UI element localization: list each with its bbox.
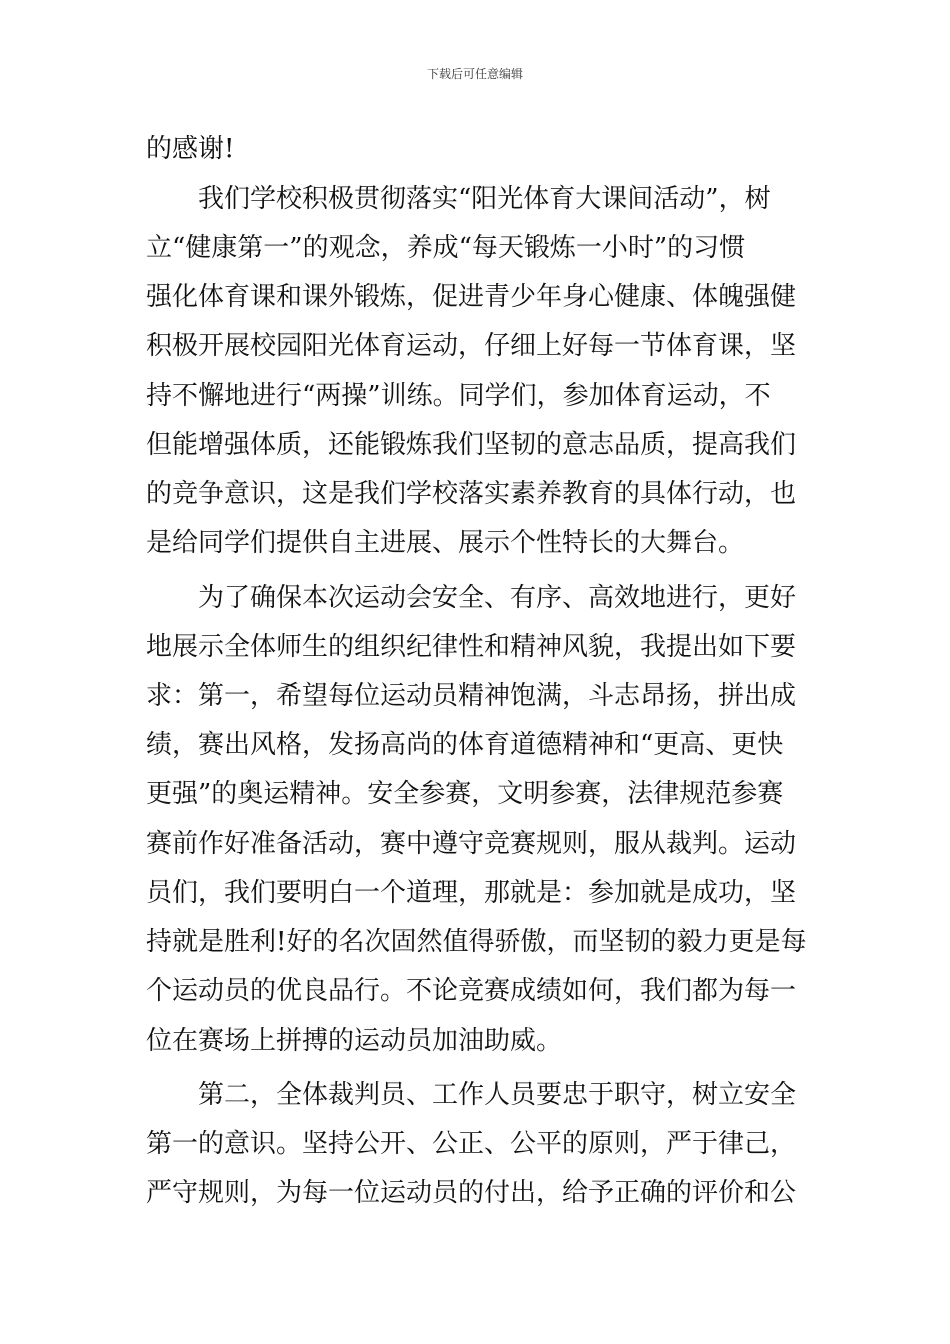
text-line: 立“健康第一”的观念，养成“每天锻炼一小时”的习惯	[146, 233, 746, 263]
text-line: 但能增强体质，还能锻炼我们坚韧的意志品质，提高我们	[146, 430, 797, 460]
text-line: 员们，我们要明白一个道理，那就是：参加就是成功，坚	[146, 878, 797, 908]
text-line: 的感谢!	[146, 134, 235, 164]
text-line: 第一的意识。坚持公开、公正、公平的原则，严于律己，	[146, 1129, 797, 1159]
paragraph-first-line: 为了确保本次运动会安全、有序、高效地进行，更好	[198, 583, 797, 613]
text-line: 个运动员的优良品行。不论竞赛成绩如何，我们都为每一	[146, 976, 797, 1006]
text-line: 强化体育课和课外锻炼，促进青少年身心健康、体魄强健	[146, 282, 797, 312]
text-line: 严守规则，为每一位运动员的付出，给予正确的评价和公	[146, 1178, 797, 1208]
text-line: 持不懈地进行“两操”训练。同学们，参加体育运动，不	[146, 381, 771, 411]
text-line: 的竞争意识，这是我们学校落实素养教育的具体行动，也	[146, 479, 797, 509]
text-line: 更强”的奥运精神。安全参赛，文明参赛，法律规范参赛	[146, 779, 784, 809]
text-line: 赛前作好准备活动，赛中遵守竞赛规则，服从裁判。运动	[146, 829, 797, 859]
text-line: 位在赛场上拼搏的运动员加油助威。	[146, 1026, 563, 1056]
text-line: 地展示全体师生的组织纪律性和精神风貌，我提出如下要	[146, 632, 797, 662]
text-line: 绩，赛出风格，发扬高尚的体育道德精神和“更高、更快	[146, 730, 784, 760]
text-line: 积极开展校园阳光体育运动，仔细上好每一节体育课，坚	[146, 331, 797, 361]
paragraph-first-line: 第二，全体裁判员、工作人员要忠于职守，树立安全	[198, 1080, 797, 1110]
paragraph-first-line: 我们学校积极贯彻落实“阳光体育大课间活动”，树	[198, 184, 771, 214]
text-line: 求：第一，希望每位运动员精神饱满，斗志昂扬，拼出成	[146, 681, 797, 711]
text-line: 持就是胜利!好的名次固然值得骄傲，而坚韧的毅力更是每	[146, 927, 806, 957]
text-line: 是给同学们提供自主进展、展示个性特长的大舞台。	[146, 528, 745, 558]
page-header: 下载后可任意编辑	[426, 67, 523, 81]
